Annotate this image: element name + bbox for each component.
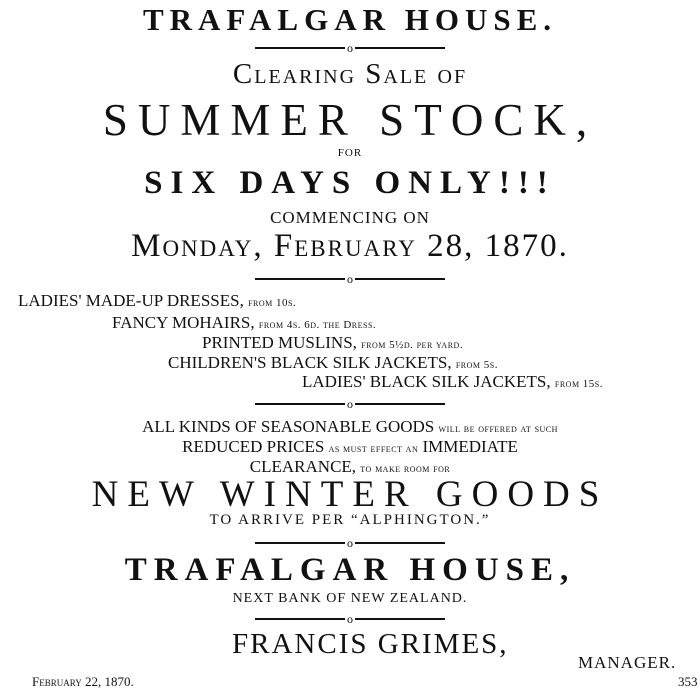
separator [0,611,700,627]
item-price: from 4s. 6d. the Dress. [258,319,377,331]
footer-location: NEXT BANK OF NEW ZEALAND. [232,591,468,606]
item-name: PRINTED MUSLINS, [202,333,357,352]
separator [0,396,700,412]
sale-date: Monday, February 28, 1870. [131,228,569,264]
item-price: from 10s. [248,297,297,309]
item-name: FANCY MOHAIRS, [112,313,255,332]
separator [0,535,700,551]
rule-ornament: o [347,397,353,411]
rule-ornament: o [347,536,353,550]
sale-subtitle: Clearing Sale of [232,58,468,90]
notice-text: will be offered at such [438,423,558,435]
footer-title: TRAFALGAR HOUSE, [124,552,576,588]
rule-line [355,278,445,280]
separator [0,271,700,287]
notice-text: CLEARANCE, [249,457,357,476]
item-name: CHILDREN'S BLACK SILK JACKETS, [168,353,452,372]
separator [0,40,700,56]
rule-line [255,403,345,405]
rule-ornament: o [347,612,353,626]
item-price: from 5s. [455,359,498,371]
sale-for: FOR [337,147,363,159]
item-row [112,314,376,331]
sale-commencing: COMMENCING ON [270,208,430,227]
notice-text: IMMEDIATE [422,437,518,456]
rule-line [255,542,345,544]
notice-line [0,418,700,435]
header-title: TRAFALGAR HOUSE. [142,2,558,37]
notice-text: as must effect an [328,443,419,455]
proprietor-name: FRANCIS GRIMES, [232,628,509,660]
rule-line [355,542,445,544]
item-row [302,373,603,390]
item-price: from 15s. [554,378,603,390]
arrival-line: TO ARRIVE PER “ALPHINGTON.” [209,512,491,528]
sale-days: SIX DAYS ONLY!!! [144,165,556,201]
rule-line [355,618,445,620]
rule-line [355,47,445,49]
item-row [168,354,498,371]
notice-line [0,438,700,455]
new-goods-headline: NEW WINTER GOODS [91,474,609,515]
rule-ornament: o [347,272,353,286]
notice-text: ALL KINDS OF SEASONABLE GOODS [142,417,435,436]
sale-title: SUMMER STOCK, [102,95,598,145]
dateline: February 22, 1870. [32,674,134,689]
proprietor-role: MANAGER. [578,653,677,672]
item-row [202,334,463,351]
rule-line [255,618,345,620]
notice-line [0,458,700,475]
notice-text: REDUCED PRICES [182,437,325,456]
rule-line [255,47,345,49]
item-row [18,292,296,309]
rule-ornament: o [347,41,353,55]
notice-text: to make room for [360,463,451,475]
item-price: from 5½d. per yard. [361,339,464,351]
rule-line [355,403,445,405]
rule-line [255,278,345,280]
item-name: LADIES' BLACK SILK JACKETS, [302,372,551,391]
reference-number: 353 [678,674,698,689]
item-name: LADIES' MADE-UP DRESSES, [18,291,244,310]
